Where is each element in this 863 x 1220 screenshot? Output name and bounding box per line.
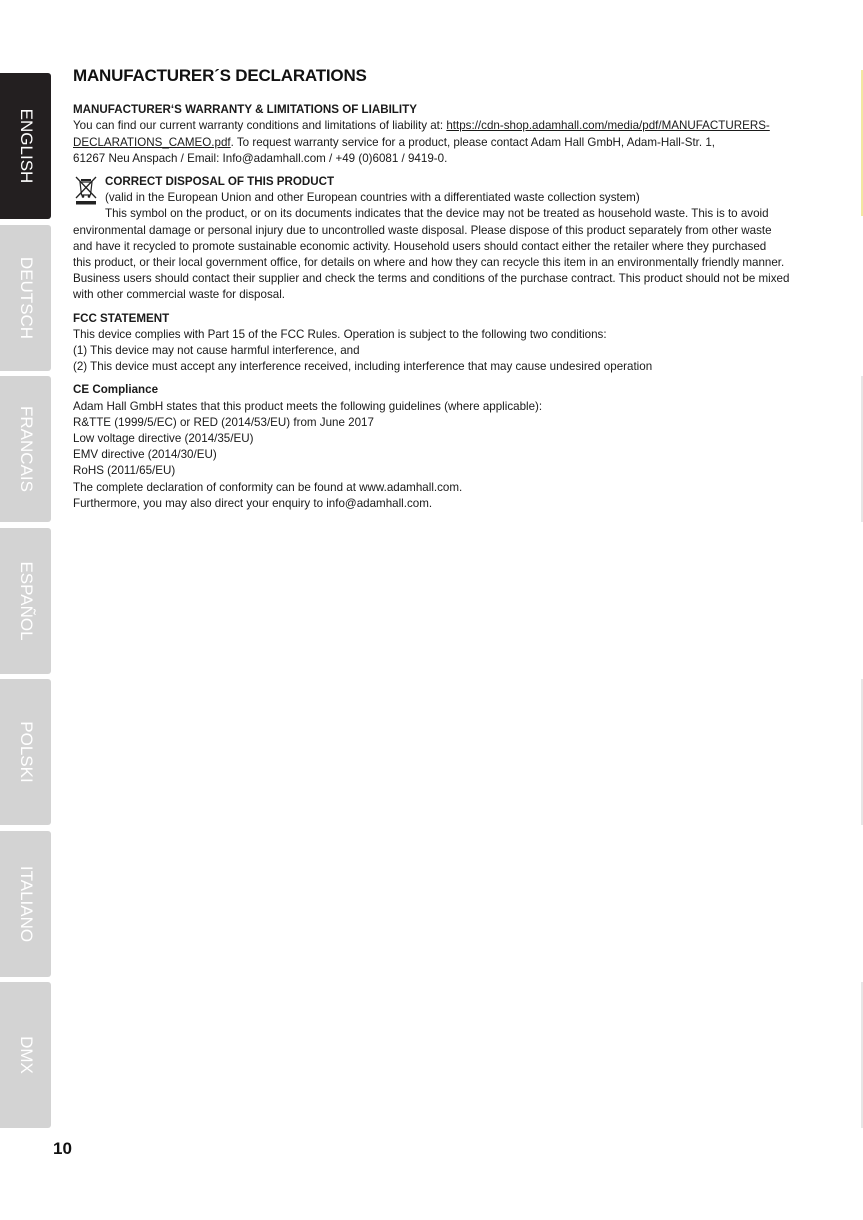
warranty-text xyxy=(73,118,793,150)
warranty-address: 61267 Neu Anspach / Email: Info@adamhall.com / +49 (0)6081 / 9419-0. xyxy=(73,151,448,165)
warranty-text-after-link: . To request warranty service for a product, please contact Adam Hall GmbH, Adam-Hall-Str. 1, xyxy=(230,135,715,149)
disposal-section xyxy=(73,174,793,304)
fcc-title: FCC STATEMENT xyxy=(73,311,170,325)
page-number: 10 xyxy=(53,1139,72,1158)
ce-line: Furthermore, you may also direct your enquiry to info@adamhall.com. xyxy=(73,496,433,510)
ce-line: The complete declaration of conformity can be found at www.adamhall.com. xyxy=(73,480,463,494)
page-title: MANUFACTURER´S DECLARATIONS xyxy=(73,66,367,85)
fcc-line: (1) This device may not cause harmful interference, and xyxy=(73,344,360,358)
warranty-section xyxy=(73,102,793,167)
disposal-subtitle: (valid in the European Union and other European countries with a differentiated waste collection system) xyxy=(105,191,640,205)
tab-deutsch[interactable] xyxy=(0,225,51,371)
tab-dmx-label: DMX xyxy=(16,1036,36,1074)
warranty-link[interactable]: https://cdn-shop.adamhall.com/media/pdf/MANUFACTURERS-DECLARATIONS_CAMEO.pdf xyxy=(73,119,770,149)
tab-italiano-label: ITALIANO xyxy=(16,865,36,943)
disposal-line: with other commercial waste for disposal. xyxy=(73,288,285,302)
tab-italiano[interactable] xyxy=(0,831,51,977)
fcc-line: This device complies with Part 15 of the FCC Rules. Operation is subject to the following two conditions: xyxy=(73,327,607,341)
ce-line: RoHS (2011/65/EU) xyxy=(73,464,176,478)
tab-dmx[interactable] xyxy=(0,982,51,1128)
ce-line: R&TTE (1999/5/EC) or RED (2014/53/EU) from June 2017 xyxy=(73,415,374,429)
tab-francais-label: FRANCAIS xyxy=(16,406,36,492)
tab-polski-label: POLSKI xyxy=(16,721,36,783)
crossed-bin-icon xyxy=(73,175,99,205)
tab-english-label: ENGLISH xyxy=(16,108,36,184)
ce-line: Low voltage directive (2014/35/EU) xyxy=(73,432,254,446)
ce-section xyxy=(73,382,793,512)
tab-espanol-label: ESPAÑOL xyxy=(16,561,36,641)
fcc-section xyxy=(73,311,793,376)
tab-deutsch-label: DEUTSCH xyxy=(16,256,36,340)
fcc-line: (2) This device must accept any interference received, including interference that may cause undesired operation xyxy=(73,360,653,374)
warranty-title: MANUFACTURER‘S WARRANTY & LIMITATIONS OF LIABILITY xyxy=(73,103,417,117)
ce-line: EMV directive (2014/30/EU) xyxy=(73,448,217,462)
warranty-text-before-link: You can find our current warranty conditions and limitations of liability at: xyxy=(73,119,447,133)
disposal-header xyxy=(73,174,793,223)
disposal-line: this product, or their local government office, for details on where and how they can recycle this item in an environmentally friendly manner. xyxy=(73,256,785,270)
disposal-line: and have it recycled to promote sustainable economic activity. Household users should contact either the retailer where they purchased xyxy=(73,239,767,253)
tab-english[interactable] xyxy=(0,73,51,219)
disposal-line: Business users should contact their supplier and check the terms and conditions of the purchase contract. This product should not be mixed xyxy=(73,272,790,286)
disposal-line: This symbol on the product, or on its documents indicates that the device may not be treated as household waste. This is to avoid xyxy=(105,207,769,221)
main-content xyxy=(73,68,793,519)
disposal-line: environmental damage or personal injury due to uncontrolled waste disposal. Please dispose of this product separately from other waste xyxy=(73,223,772,237)
tab-francais[interactable] xyxy=(0,376,51,522)
disposal-title: CORRECT DISPOSAL OF THIS PRODUCT xyxy=(105,175,335,189)
ce-title: CE Compliance xyxy=(73,383,159,397)
tab-espanol[interactable] xyxy=(0,528,51,674)
tab-polski[interactable] xyxy=(0,679,51,825)
ce-line: Adam Hall GmbH states that this product meets the following guidelines (where applicable): xyxy=(73,399,543,413)
